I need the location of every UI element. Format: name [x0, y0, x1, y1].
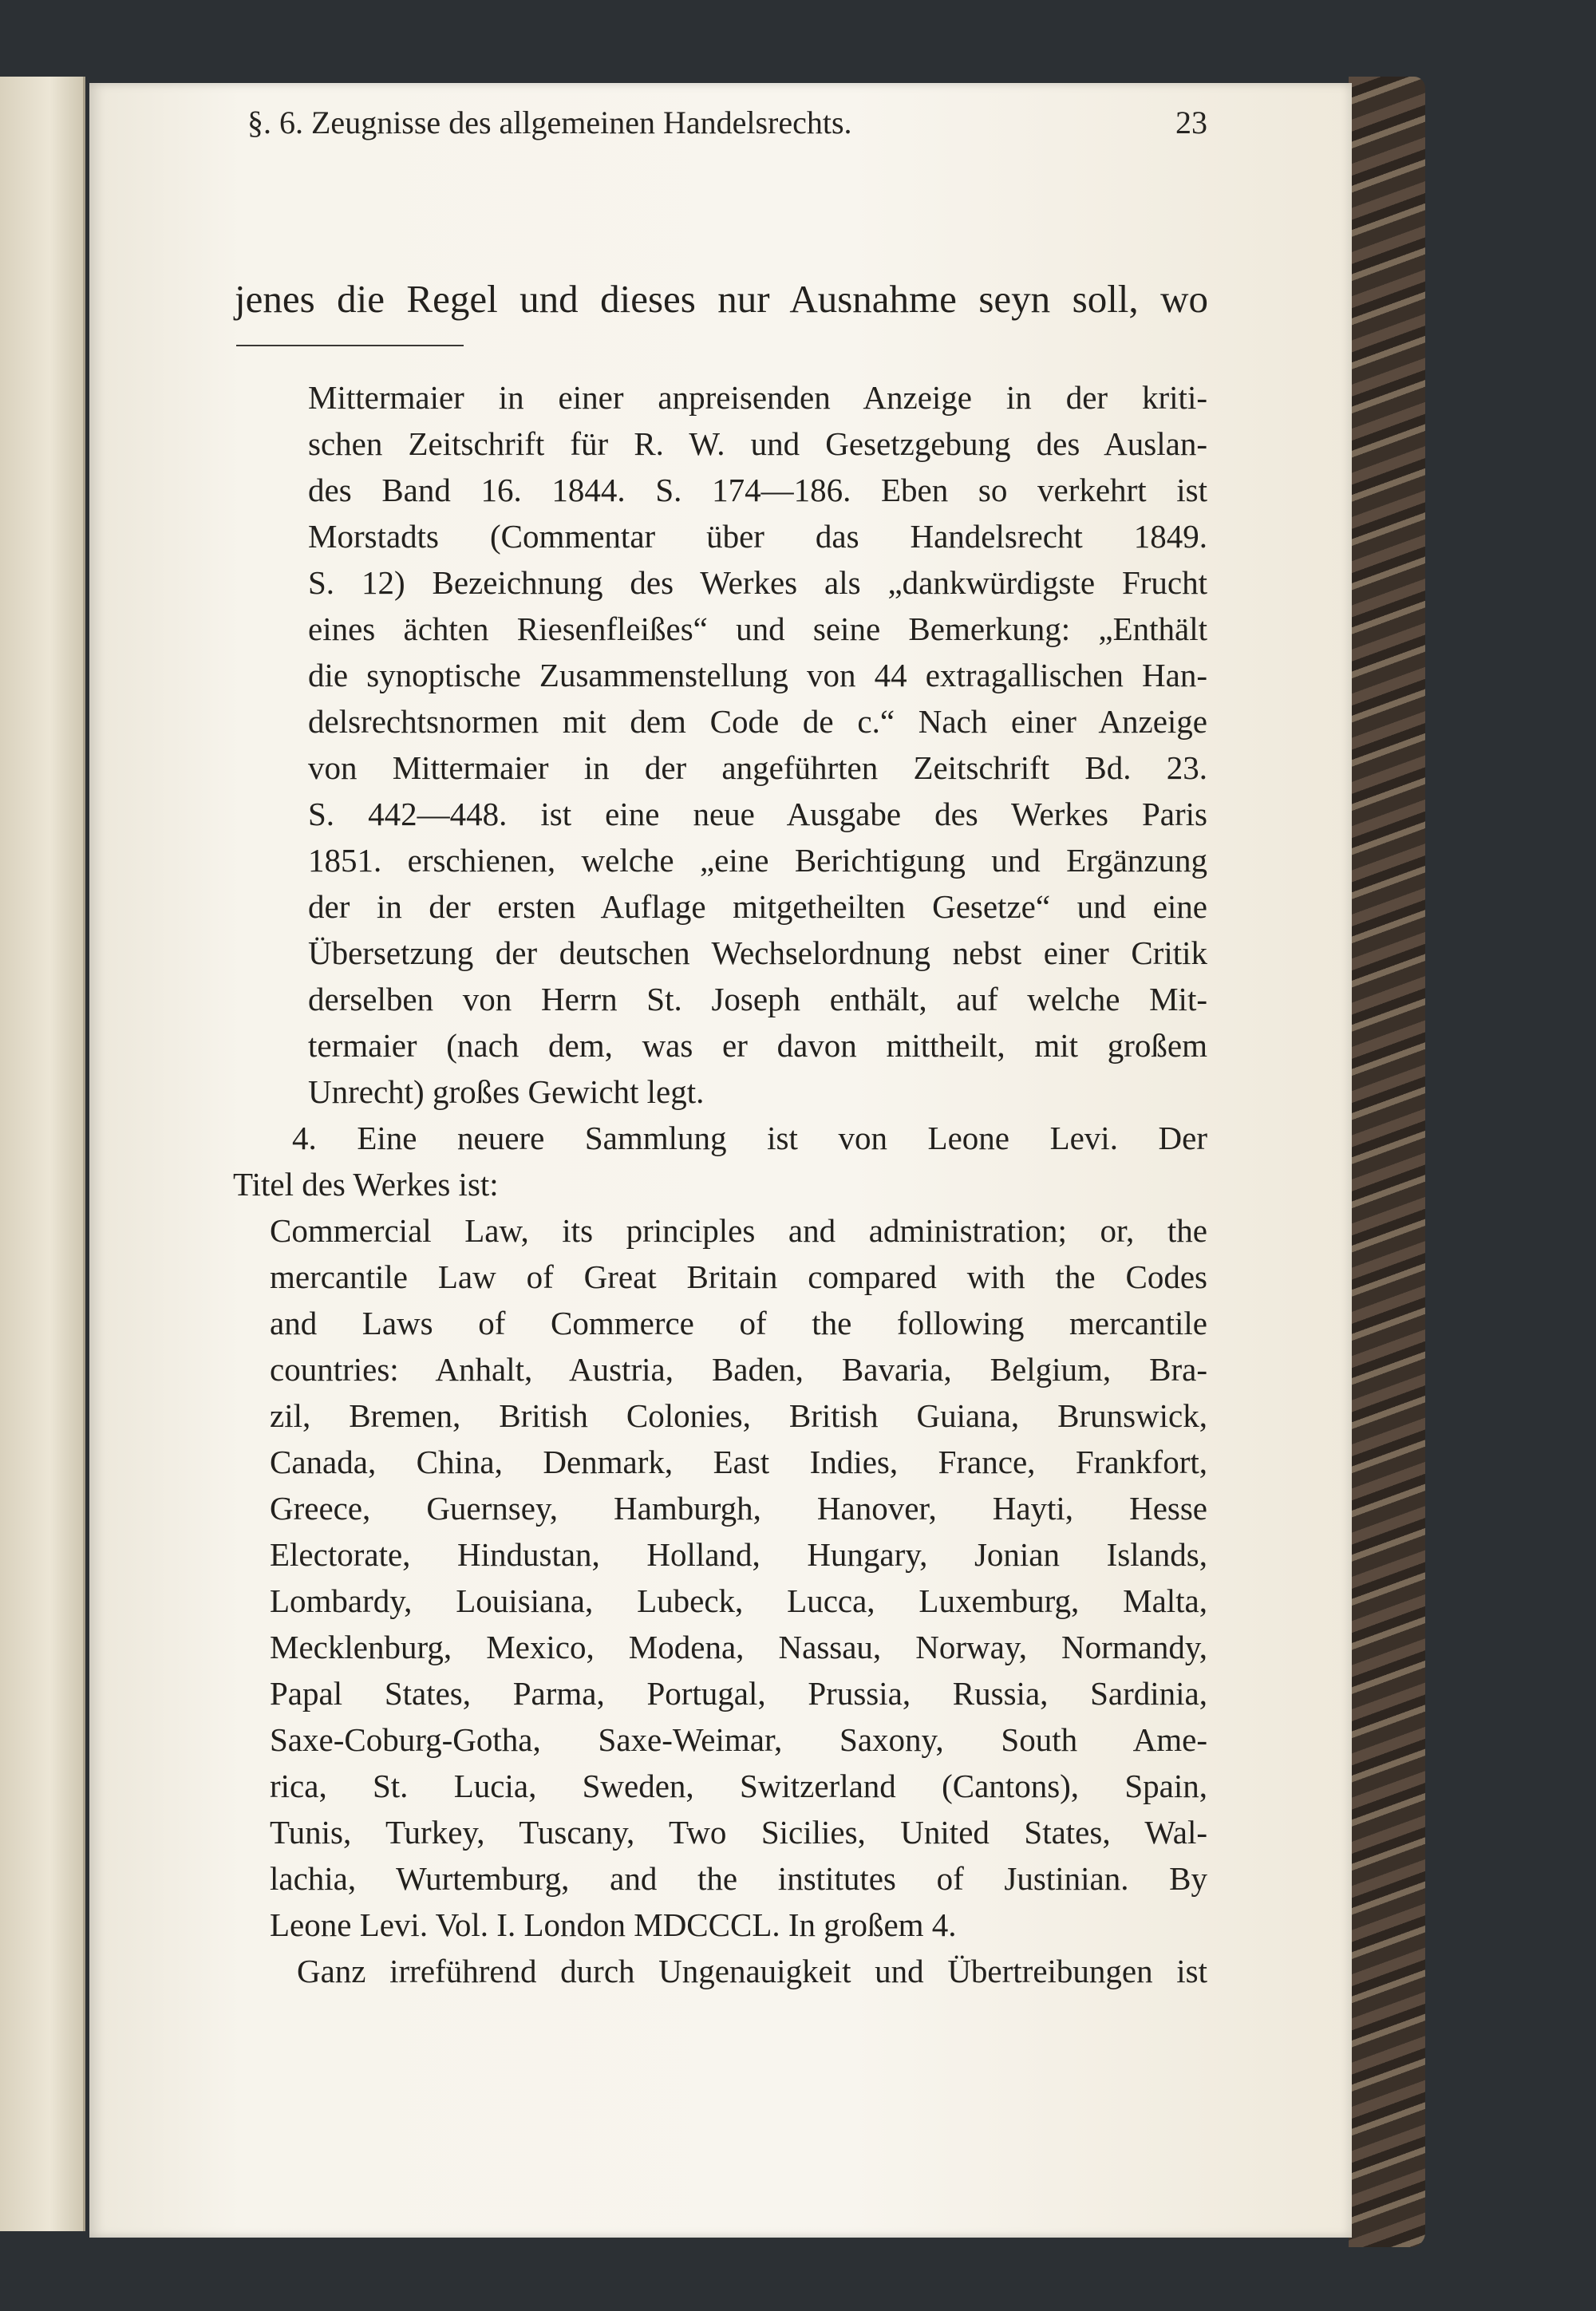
- footnote-line: lachia, Wurtemburg, and the institutes of Justinian. By: [270, 1860, 1207, 1897]
- footnote-line: Tunis, Turkey, Tuscany, Two Sicilies, United States, Wal-: [270, 1814, 1207, 1851]
- footnote-line: derselben von Herrn St. Joseph enthält, auf welche Mit-: [308, 981, 1207, 1017]
- footnote-line: des Band 16. 1844. S. 174—186. Eben so verkehrt ist: [308, 472, 1207, 508]
- footnote-line: Electorate, Hindustan, Holland, Hungary, Jonian Islands,: [270, 1536, 1207, 1573]
- footnote-line: delsrechtsnormen mit dem Code de c.“ Nach einer Anzeige: [308, 703, 1207, 740]
- footnote-line: die synoptische Zusammenstellung von 44 extragallischen Han-: [308, 657, 1207, 693]
- book-cover-edge: [1349, 77, 1425, 2247]
- footnote-line: Unrecht) großes Gewicht legt.: [308, 1073, 705, 1110]
- footnote-line: S. 12) Bezeichnung des Werkes als „dankwürdigste Frucht: [308, 564, 1207, 601]
- footnote-line: Mittermaier in einer anpreisenden Anzeige in der kriti-: [308, 379, 1207, 416]
- footnote-line: Leone Levi. Vol. I. London MDCCCL. In großem 4.: [270, 1906, 957, 1943]
- footnote-line: Greece, Guernsey, Hamburgh, Hanover, Hayti, Hesse: [270, 1490, 1207, 1527]
- footnote-line: Morstadts (Commentar über das Handelsrecht 1849.: [308, 518, 1207, 555]
- adjacent-page-edge: [0, 77, 85, 2231]
- footnote-line: von Mittermaier in der angeführten Zeitschrift Bd. 23.: [308, 749, 1207, 786]
- footnote-line: termaier (nach dem, was er davon mittheilt, mit großem: [308, 1027, 1207, 1064]
- main-text-line: jenes die Regel und dieses nur Ausnahme seyn soll, wo: [235, 277, 1208, 321]
- footnote-line: Canada, China, Denmark, East Indies, France, Frankfort,: [270, 1444, 1207, 1480]
- footnote-line: schen Zeitschrift für R. W. und Gesetzgebung des Auslan-: [308, 425, 1207, 462]
- footnote-line: S. 442—448. ist eine neue Ausgabe des Werkes Paris: [308, 796, 1207, 832]
- footnote-line: Commercial Law, its principles and administration; or, the: [270, 1212, 1207, 1249]
- running-title: §. 6. Zeugnisse des allgemeinen Handelsrechts.: [247, 105, 852, 140]
- footnote-line: Titel des Werkes ist:: [233, 1166, 499, 1203]
- footnote-line: countries: Anhalt, Austria, Baden, Bavaria, Belgium, Bra-: [270, 1351, 1207, 1388]
- footnote-line: zil, Bremen, British Colonies, British Guiana, Brunswick,: [270, 1397, 1207, 1434]
- footnote-line: Papal States, Parma, Portugal, Prussia, Russia, Sardinia,: [270, 1675, 1207, 1712]
- footnote-line: and Laws of Commerce of the following mercantile: [270, 1305, 1207, 1341]
- footnote-line: mercantile Law of Great Britain compared with the Codes: [270, 1258, 1207, 1295]
- footnote-rule: [236, 345, 464, 346]
- footnote-line: eines ächten Riesenfleißes“ und seine Bemerkung: „Enthält: [308, 610, 1207, 647]
- footnote-line: 1851. erschienen, welche „eine Berichtigung und Ergänzung: [308, 842, 1207, 879]
- footnote-line: 4. Eine neuere Sammlung ist von Leone Levi. Der: [292, 1120, 1207, 1156]
- footnote-line: Übersetzung der deutschen Wechselordnung nebst einer Critik: [308, 934, 1207, 971]
- running-header: [247, 104, 1207, 141]
- footnote-line: Saxe-Coburg-Gotha, Saxe-Weimar, Saxony, South Ame-: [270, 1721, 1207, 1758]
- footnote-line: rica, St. Lucia, Sweden, Switzerland (Cantons), Spain,: [270, 1768, 1207, 1804]
- footnote-line: Lombardy, Louisiana, Lubeck, Lucca, Luxemburg, Malta,: [270, 1582, 1207, 1619]
- page-number: 23: [1175, 105, 1207, 140]
- footnote-line: Mecklenburg, Mexico, Modena, Nassau, Norway, Normandy,: [270, 1629, 1207, 1665]
- footnote-line: der in der ersten Auflage mitgetheilten Gesetze“ und eine: [308, 888, 1207, 925]
- footnote-line: Ganz irreführend durch Ungenauigkeit und Übertreibungen ist: [297, 1953, 1207, 1989]
